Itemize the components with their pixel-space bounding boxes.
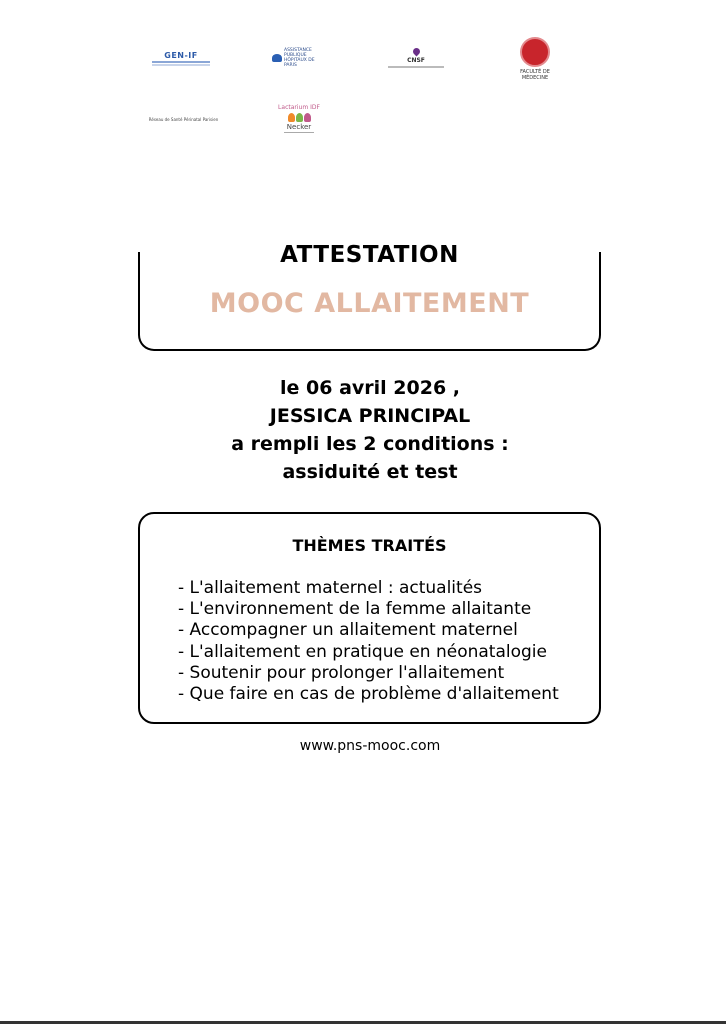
faculte-medecine-logo <box>512 36 558 82</box>
logo-divider <box>388 66 444 68</box>
attestation-title: ATTESTATION <box>280 242 459 268</box>
conditions-detail: assiduité et test <box>282 461 458 483</box>
list-item: - L'allaitement maternel : actualités <box>178 578 483 598</box>
logo-divider <box>284 132 314 133</box>
cnsf-logo-text: CNSF <box>407 57 425 64</box>
course-title: MOOC ALLAITEMENT <box>209 288 530 319</box>
date-line: le 06 avril 2026 , <box>280 377 460 399</box>
reseau-perinatal-logo <box>148 113 219 125</box>
aphp-logo-text: ASSISTANCE PUBLIQUE HÔPITAUX DE PARIS <box>284 48 315 68</box>
aphp-mark-icon <box>272 54 282 62</box>
necker-logo-top-text: Lactarium IDF <box>278 103 320 111</box>
lactarium-necker-logo <box>276 98 322 138</box>
list-item: - Accompagner un allaitement maternel <box>178 620 518 641</box>
themes-box <box>138 512 601 724</box>
logo-divider <box>152 61 210 63</box>
list-item: - L'allaitement en pratique en néonatalogie <box>178 641 547 662</box>
participant-name: JESSICA PRINCIPAL <box>269 405 471 427</box>
logo-divider <box>152 64 210 66</box>
aphp-logo <box>270 48 328 68</box>
gen-if-logo-text: GEN-IF <box>164 50 198 60</box>
website-link[interactable]: www.pns-mooc.com <box>299 738 441 754</box>
list-item: - Soutenir pour prolonger l'allaitement <box>178 662 505 683</box>
people-icon <box>288 113 311 122</box>
list-item: - L'environnement de la femme allaitante <box>178 599 532 620</box>
cnsf-drop-icon <box>411 47 421 57</box>
conditions-line: a rempli les 2 conditions : <box>231 433 509 455</box>
gen-if-logo <box>150 50 212 66</box>
necker-logo-text: Necker <box>286 122 312 131</box>
themes-heading: THÈMES TRAITÉS <box>292 536 447 555</box>
list-item: - Que faire en cas de problème d'allaitement <box>178 684 559 705</box>
themes-list <box>178 578 559 705</box>
faculte-logo-text: FACULTÉ DE MÉDECINE <box>520 69 550 81</box>
cnsf-logo <box>386 46 446 70</box>
reseau-logo-text: Réseau de Santé Périnatal Parisien <box>148 116 219 122</box>
faculte-seal-icon <box>520 37 550 67</box>
